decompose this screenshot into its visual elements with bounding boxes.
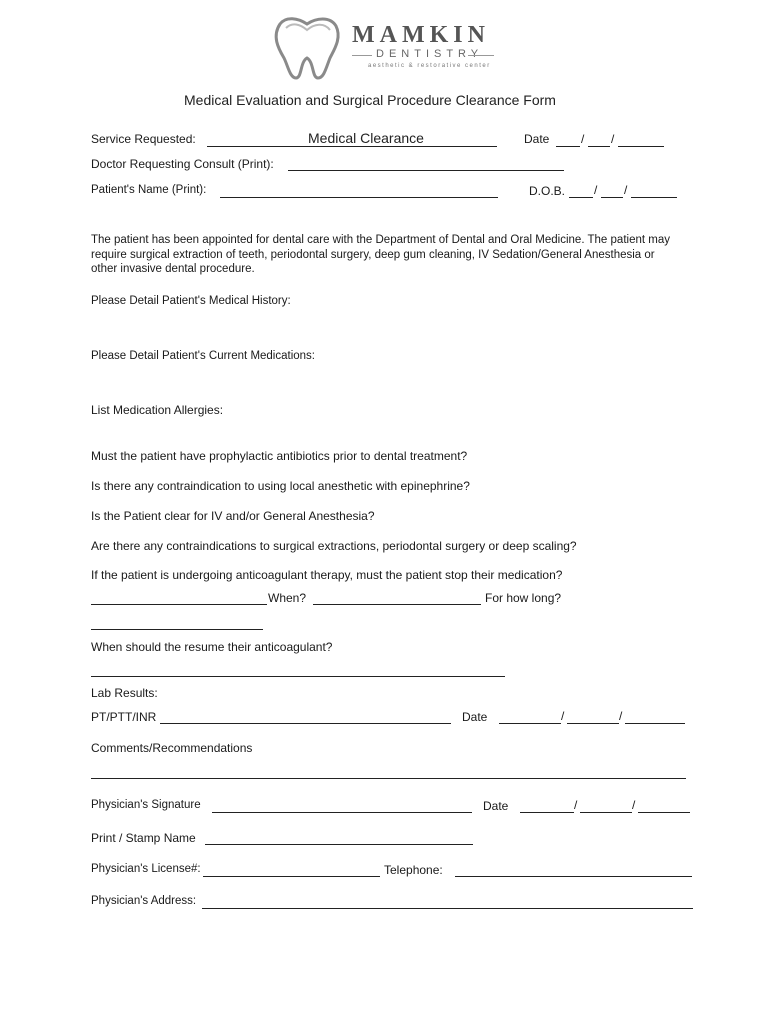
question-surgical: Are there any contraindications to surgical extractions, periodontal surgery or deep scaling? bbox=[91, 539, 577, 553]
telephone-field[interactable] bbox=[455, 864, 692, 877]
date-label: Date bbox=[524, 132, 550, 146]
signature-date-field[interactable]: / / bbox=[520, 800, 690, 812]
patient-name-label: Patient's Name (Print): bbox=[91, 184, 207, 196]
brand-subtitle: DENTISTRY bbox=[376, 48, 484, 60]
how-long-label: For how long? bbox=[485, 591, 562, 605]
stamp-name-label: Print / Stamp Name bbox=[91, 831, 196, 845]
lab-results-label: Lab Results: bbox=[91, 686, 158, 700]
signature-field[interactable] bbox=[212, 800, 472, 813]
brand-divider bbox=[468, 55, 494, 56]
address-label: Physician's Address: bbox=[91, 895, 197, 907]
question-anticoagulant: If the patient is undergoing anticoagulant therapy, must the patient stop their medication? bbox=[91, 568, 563, 582]
question-local-anesthetic: Is there any contraindication to using local anesthetic with epinephrine? bbox=[91, 479, 470, 493]
brand-name: MAMKIN bbox=[352, 22, 490, 48]
how-long-field[interactable] bbox=[91, 617, 263, 630]
comments-label: Comments/Recommendations bbox=[91, 741, 253, 755]
patient-name-field[interactable] bbox=[220, 185, 498, 198]
stamp-name-field[interactable] bbox=[205, 832, 473, 845]
comments-field[interactable] bbox=[91, 766, 686, 779]
allergies-field[interactable] bbox=[91, 420, 691, 444]
tooth-logo-icon bbox=[272, 14, 342, 80]
doctor-field[interactable] bbox=[288, 158, 564, 171]
current-medications-label: Please Detail Patient's Current Medications: bbox=[91, 350, 315, 362]
pt-label: PT/PTT/INR bbox=[91, 710, 157, 724]
date-field[interactable]: / / bbox=[556, 134, 664, 146]
question-antibiotics: Must the patient have prophylactic antibiotics prior to dental treatment? bbox=[91, 449, 468, 463]
license-field[interactable] bbox=[203, 864, 380, 877]
brand-divider bbox=[352, 55, 372, 56]
address-field[interactable] bbox=[202, 896, 693, 909]
question-iv-clear: Is the Patient clear for IV and/or General Anesthesia? bbox=[91, 509, 375, 523]
brand-tagline: aesthetic & restorative center bbox=[368, 63, 491, 69]
pt-field[interactable] bbox=[160, 711, 451, 724]
service-requested-label: Service Requested: bbox=[91, 132, 196, 146]
dob-field[interactable]: / / bbox=[569, 185, 677, 197]
when-label: When? bbox=[268, 591, 307, 605]
signature-date-label: Date bbox=[483, 799, 509, 813]
dob-label: D.O.B. bbox=[529, 184, 566, 198]
service-requested-value: Medical Clearance bbox=[308, 130, 424, 146]
current-medications-field[interactable] bbox=[91, 367, 691, 397]
anticoagulant-answer-field[interactable] bbox=[91, 592, 267, 605]
resume-label: When should the resume their anticoagulant? bbox=[91, 640, 333, 654]
lab-date-field[interactable]: / / bbox=[499, 711, 685, 723]
allergies-label: List Medication Allergies: bbox=[91, 403, 224, 417]
medical-history-field[interactable] bbox=[91, 312, 691, 342]
when-field[interactable] bbox=[313, 592, 481, 605]
intro-paragraph: The patient has been appointed for dental care with the Department of Dental and Oral Medicine. The patient may require surgical extraction of teeth, periodontal surgery, deep gum cleaning, IV Sedation/General Anesthesia or other invasive dental procedure. bbox=[91, 234, 670, 275]
doctor-label: Doctor Requesting Consult (Print): bbox=[91, 157, 274, 171]
license-label: Physician's License#: bbox=[91, 863, 201, 875]
telephone-label: Telephone: bbox=[384, 863, 443, 877]
form-title: Medical Evaluation and Surgical Procedure Clearance Form bbox=[184, 92, 556, 108]
lab-date-label: Date bbox=[462, 710, 488, 724]
signature-label: Physician's Signature bbox=[91, 799, 201, 811]
logo bbox=[272, 14, 502, 80]
medical-history-label: Please Detail Patient's Medical History: bbox=[91, 295, 291, 307]
resume-field[interactable] bbox=[91, 664, 505, 677]
